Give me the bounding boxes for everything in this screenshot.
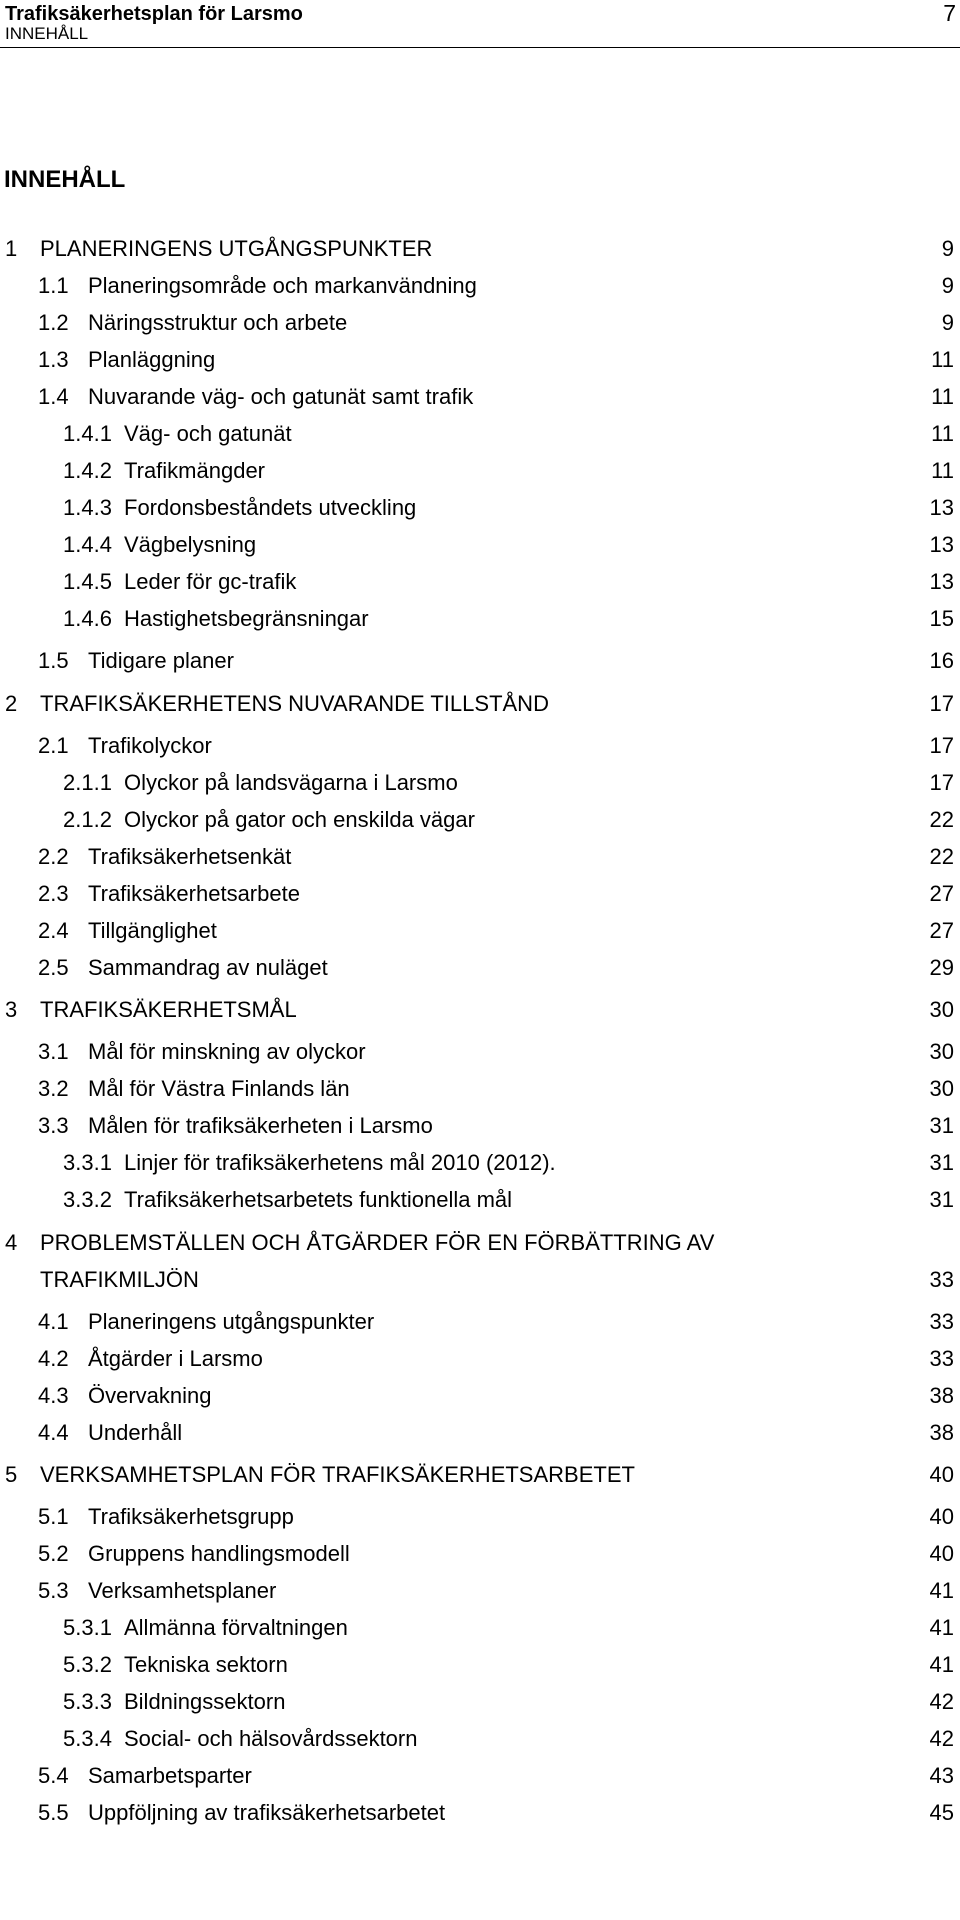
toc-entry-number: 1.4.2 <box>63 458 112 483</box>
page-number: 7 <box>943 0 956 26</box>
toc-entry-page: 29 <box>929 955 954 980</box>
toc-entry-title: Social- och hälsovårdssektorn <box>124 1726 418 1751</box>
toc-entry-title: Verksamhetsplaner <box>88 1578 277 1603</box>
toc-entry-title: TRAFIKSÄKERHETSMÅL <box>40 997 297 1022</box>
toc-entry[interactable] <box>0 1799 960 1827</box>
toc-entry-page: 45 <box>929 1800 954 1825</box>
toc-entry-number: 4.3 <box>38 1383 69 1408</box>
toc-entry[interactable] <box>0 1503 960 1531</box>
toc-entry[interactable] <box>0 383 960 411</box>
toc-entry-title: Trafiksäkerhetsarbetets funktionella mål <box>124 1187 513 1212</box>
toc-entry-title: PROBLEMSTÄLLEN OCH ÅTGÄRDER FÖR EN FÖRBÄTTRING AV <box>40 1230 715 1255</box>
section-label: INNEHÅLL <box>5 24 89 43</box>
toc-entry-page: 13 <box>929 495 954 520</box>
toc-entry[interactable] <box>0 1382 960 1410</box>
toc-entry[interactable] <box>0 1112 960 1140</box>
toc-entry-page: 31 <box>929 1113 954 1138</box>
toc-entry-title: Bildningssektorn <box>124 1689 286 1714</box>
toc-entry-title: Mål för Västra Finlands län <box>88 1076 350 1101</box>
toc-entry[interactable] <box>0 806 960 834</box>
toc-entry-title: Tekniska sektorn <box>124 1652 288 1677</box>
toc-entry[interactable] <box>0 1762 960 1790</box>
toc-entry-page: 17 <box>929 733 954 758</box>
toc-entry-title: Planeringsområde och markanvändning <box>88 273 477 298</box>
toc-entry-page: 27 <box>929 918 954 943</box>
toc-entry-title: Linjer för trafiksäkerhetens mål 2010 (2012). <box>124 1150 556 1175</box>
toc-entry-number: 5.3.1 <box>63 1615 112 1640</box>
toc-entry-number: 4.1 <box>38 1309 69 1334</box>
toc-entry[interactable] <box>0 235 960 263</box>
toc-entry-title: Målen för trafiksäkerheten i Larsmo <box>88 1113 433 1138</box>
toc-entry[interactable] <box>0 1577 960 1605</box>
toc-entry[interactable] <box>0 1075 960 1103</box>
toc-entry-title: Övervakning <box>88 1383 212 1408</box>
toc-entry-page: 30 <box>929 1076 954 1101</box>
toc-entry[interactable] <box>0 1540 960 1568</box>
toc-entry-number: 5.5 <box>38 1800 69 1825</box>
toc-entry[interactable] <box>0 1688 960 1716</box>
toc-entry-title: Planeringens utgångspunkter <box>88 1309 375 1334</box>
toc-entry[interactable] <box>0 1614 960 1642</box>
toc-entry-number: 5.3 <box>38 1578 69 1603</box>
toc-entry[interactable] <box>0 346 960 374</box>
toc-entry[interactable] <box>0 1229 960 1257</box>
toc-entry[interactable] <box>0 996 960 1024</box>
toc-entry-title: Väg- och gatunät <box>124 421 292 446</box>
toc-entry[interactable] <box>0 531 960 559</box>
toc-entry-number: 1.4.4 <box>63 532 112 557</box>
toc-entry-title: Olyckor på gator och enskilda vägar <box>124 807 475 832</box>
toc-entry-page: 33 <box>929 1346 954 1371</box>
toc-entry-title: Nuvarande väg- och gatunät samt trafik <box>88 384 474 409</box>
toc-entry-number: 2.2 <box>38 844 69 869</box>
toc-entry-title: Hastighetsbegränsningar <box>124 606 369 631</box>
toc-entry[interactable] <box>0 420 960 448</box>
toc-entry[interactable] <box>0 732 960 760</box>
toc-entry-number: 3.3 <box>38 1113 69 1138</box>
toc-entry-number: 5.3.2 <box>63 1652 112 1677</box>
toc-entry[interactable] <box>0 917 960 945</box>
toc-entry[interactable] <box>0 1308 960 1336</box>
toc-entry-page: 11 <box>931 384 954 409</box>
toc-entry-title: PLANERINGENS UTGÅNGSPUNKTER <box>40 236 433 261</box>
toc-entry-number: 3.3.1 <box>63 1150 112 1175</box>
toc-entry-title: Fordonsbeståndets utveckling <box>124 495 417 520</box>
toc-entry[interactable] <box>0 1651 960 1679</box>
toc-entry-page: 11 <box>931 458 954 483</box>
document-title: Trafiksäkerhetsplan för Larsmo <box>5 3 303 25</box>
toc-heading: INNEHÅLL <box>4 166 126 193</box>
toc-entry-title: Underhåll <box>88 1420 183 1445</box>
toc-entry-title: Åtgärder i Larsmo <box>88 1346 263 1371</box>
toc-entry-page: 42 <box>929 1726 954 1751</box>
toc-entry-title: TRAFIKSÄKERHETENS NUVARANDE TILLSTÅND <box>40 691 549 716</box>
toc-entry-number: 3.2 <box>38 1076 69 1101</box>
toc-entry-page: 11 <box>931 347 954 372</box>
toc-entry[interactable] <box>0 1345 960 1373</box>
toc-entry-page: 41 <box>929 1652 954 1677</box>
toc-entry-page: 41 <box>929 1578 954 1603</box>
toc-entry-page: 15 <box>929 606 954 631</box>
toc-entry-number: 2.1.2 <box>63 807 112 832</box>
toc-entry-number: 1 <box>5 236 18 261</box>
toc-entry-number: 1.2 <box>38 310 69 335</box>
toc-entry-title: Olyckor på landsvägarna i Larsmo <box>124 770 458 795</box>
toc-entry-number: 1.1 <box>38 273 69 298</box>
toc-entry-number: 2.5 <box>38 955 69 980</box>
toc-entry-number: 5.3.3 <box>63 1689 112 1714</box>
toc-entry-title: Tidigare planer <box>88 648 234 673</box>
toc-entry-number: 2.1 <box>38 733 69 758</box>
toc-entry-page: 27 <box>929 881 954 906</box>
toc-entry-title: Sammandrag av nuläget <box>88 955 328 980</box>
toc-entry-page: 30 <box>929 1039 954 1064</box>
toc-entry-number: 3.1 <box>38 1039 69 1064</box>
toc-entry-number: 1.3 <box>38 347 69 372</box>
toc-entry-number: 1.4 <box>38 384 69 409</box>
toc-entry-title: VERKSAMHETSPLAN FÖR TRAFIKSÄKERHETSARBETET <box>40 1462 635 1487</box>
toc-entry[interactable] <box>0 605 960 633</box>
toc-entry[interactable] <box>0 1266 960 1294</box>
toc-entry-number: 5.2 <box>38 1541 69 1566</box>
toc-entry[interactable] <box>0 1419 960 1447</box>
toc-entry-number: 5.4 <box>38 1763 69 1788</box>
toc-entry-page: 9 <box>941 236 954 261</box>
toc-entry-number: 4.2 <box>38 1346 69 1371</box>
toc-entry-number: 2 <box>5 691 18 716</box>
toc-entry[interactable] <box>0 843 960 871</box>
toc-entry-page: 22 <box>929 844 954 869</box>
toc-entry[interactable] <box>0 1461 960 1489</box>
toc-entry-page: 31 <box>929 1150 954 1175</box>
toc-entry[interactable] <box>0 1149 960 1177</box>
toc-entry-page: 17 <box>929 770 954 795</box>
toc-entry-title: Planläggning <box>88 347 216 372</box>
toc-entry-title: Näringsstruktur och arbete <box>88 310 348 335</box>
toc-entry-page: 43 <box>929 1763 954 1788</box>
toc-entry-title: Trafikmängder <box>124 458 266 483</box>
toc-entry[interactable] <box>0 769 960 797</box>
toc-entry-page: 38 <box>929 1420 954 1445</box>
toc-entry-page: 17 <box>929 691 954 716</box>
toc-entry-page: 40 <box>929 1541 954 1566</box>
toc-entry-page: 40 <box>929 1504 954 1529</box>
toc-entry-number: 4.4 <box>38 1420 69 1445</box>
toc-entry[interactable] <box>0 690 960 718</box>
toc-entry-title: TRAFIKMILJÖN <box>40 1267 199 1292</box>
toc-entry-number: 2.4 <box>38 918 69 943</box>
toc-entry[interactable] <box>0 1038 960 1066</box>
toc-entry-title: Trafiksäkerhetsgrupp <box>88 1504 294 1529</box>
toc-entry-page: 22 <box>929 807 954 832</box>
toc-entry[interactable] <box>0 457 960 485</box>
toc-entry-page: 33 <box>929 1267 954 1292</box>
toc-entry[interactable] <box>0 494 960 522</box>
toc-entry[interactable] <box>0 954 960 982</box>
toc-entry-number: 5 <box>5 1462 18 1487</box>
toc-entry[interactable] <box>0 1725 960 1753</box>
toc-entry-page: 13 <box>929 532 954 557</box>
toc-entry-number: 5.3.4 <box>63 1726 112 1751</box>
toc-entry-title: Trafiksäkerhetsenkät <box>88 844 292 869</box>
toc-entry-page: 31 <box>929 1187 954 1212</box>
toc-entry-page: 11 <box>931 421 954 446</box>
toc-entry-title: Trafikolyckor <box>88 733 212 758</box>
toc-entry-page: 9 <box>941 273 954 298</box>
toc-entry-title: Allmänna förvaltningen <box>124 1615 348 1640</box>
toc-entry-page: 30 <box>929 997 954 1022</box>
toc-entry-page: 9 <box>941 310 954 335</box>
toc-entry-number: 1.4.5 <box>63 569 112 594</box>
toc-entry[interactable] <box>0 272 960 300</box>
toc-entry[interactable] <box>0 568 960 596</box>
toc-entry[interactable] <box>0 880 960 908</box>
toc-entry-title: Mål för minskning av olyckor <box>88 1039 366 1064</box>
toc-entry-title: Tillgänglighet <box>88 918 217 943</box>
toc-entry-number: 1.4.3 <box>63 495 112 520</box>
toc-entry-number: 3.3.2 <box>63 1187 112 1212</box>
toc-entry-number: 3 <box>5 997 18 1022</box>
toc-entry-page: 40 <box>929 1462 954 1487</box>
toc-entry-title: Trafiksäkerhetsarbete <box>88 881 300 906</box>
toc-entry-number: 2.3 <box>38 881 69 906</box>
toc-entry-title: Vägbelysning <box>124 532 257 557</box>
toc-entry-title: Leder för gc-trafik <box>124 569 297 594</box>
toc-entry[interactable] <box>0 309 960 337</box>
toc-entry-number: 4 <box>5 1230 18 1255</box>
toc-entry-page: 16 <box>929 648 954 673</box>
toc-entry-page: 41 <box>929 1615 954 1640</box>
toc-entry-number: 2.1.1 <box>63 770 112 795</box>
toc-entry-number: 1.4.6 <box>63 606 112 631</box>
toc-entry-number: 5.1 <box>38 1504 69 1529</box>
toc-entry[interactable] <box>0 647 960 675</box>
toc-entry-number: 1.4.1 <box>63 421 112 446</box>
toc-entry-title: Uppföljning av trafiksäkerhetsarbetet <box>88 1800 446 1825</box>
toc-entry-page: 42 <box>929 1689 954 1714</box>
toc-entry-page: 13 <box>929 569 954 594</box>
toc-entry-title: Samarbetsparter <box>88 1763 252 1788</box>
toc-entry-page: 33 <box>929 1309 954 1334</box>
toc-entry-number: 1.5 <box>38 648 69 673</box>
toc-entry[interactable] <box>0 1186 960 1214</box>
toc-entry-page: 38 <box>929 1383 954 1408</box>
toc-entry-title: Gruppens handlingsmodell <box>88 1541 350 1566</box>
